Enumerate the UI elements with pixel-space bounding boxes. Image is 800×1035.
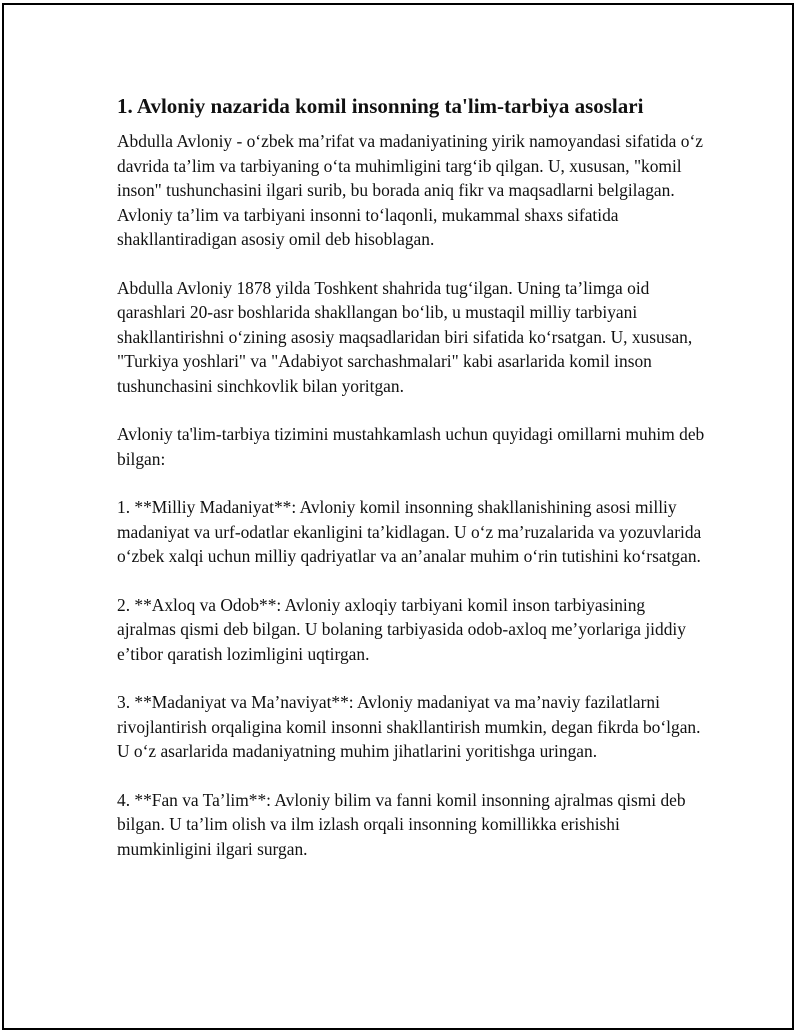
list-item-fan-talim: 4. **Fan va Ta’lim**: Avloniy bilim va fanni komil insonning ajralmas qismi deb bilgan. U ta’lim olish va ilm izlash orqali insonning komillikka erishishi mumkinligini ilgari surgan. xyxy=(117,789,686,859)
document-title: 1. Avloniy nazarida komil insonning ta'lim-tarbiya asoslari xyxy=(117,94,644,118)
list-item-axloq-odob: 2. **Axloq va Odob**: Avloniy axloqiy tarbiyani komil inson tarbiyasining ajralmas qismi deb bilgan. U bolaning tarbiyasida odob-axloq me’yorlariga jiddiy e’tibor qaratish lozimligini uqtirgan. xyxy=(117,594,686,664)
paragraph-intro: Abdulla Avloniy - o‘zbek ma’rifat va madaniyatining yirik namoyandasi sifatida o‘z davrida ta’lim va tarbiyaning o‘ta muhimligini targ‘ib qilgan. U, xususan, "komil inson" tushunchasini ilgari surib, bu borada aniq fikr va maqsadlarni belgilagan. Avloniy ta’lim va tarbiyani insonni to‘laqonli, mukammal shaxs sifatida shakllantiradigan asosiy omil deb hisoblagan. xyxy=(117,131,703,249)
paragraph-factors-intro: Avloniy ta'lim-tarbiya tizimini mustahkamlash uchun quyidagi omillarni muhim deb bilgan: xyxy=(117,424,705,469)
paragraph-biography: Abdulla Avloniy 1878 yilda Toshkent shahrida tug‘ilgan. Uning ta’limga oid qarashlari 20-asr boshlarida shakllangan bo‘lib, u mustaqil milliy tarbiyani shakllantirishni o‘zining asosiy maqsadlaridan biri sifatida ko‘rsatgan. U, xususan, "Turkiya yoshlari" va "Adabiyot sarchashmalari" kabi asarlarida komil inson tushunchasini sinchkovlik bilan yoritgan. xyxy=(117,277,693,396)
list-item-milliy-madaniyat: 1. **Milliy Madaniyat**: Avloniy komil insonning shakllanishining asosi milliy madaniyat va urf-odatlar ekanligini ta’kidlagan. U o‘z ma’ruzalarida va yozuvlarida o‘zbek xalqi uchun milliy qadriyatlar va an’analar muhim o‘rin tutishini ko‘rsatgan. xyxy=(117,497,702,566)
document-body xyxy=(117,92,707,885)
list-item-madaniyat-manaviyat: 3. **Madaniyat va Ma’naviyat**: Avloniy madaniyat va ma’naviy fazilatlarni rivojlantirish orqaligina komil insonni shakllantirish mumkin, degan fikrda bo‘lgan. U o‘z asarlarida madaniyatning muhim jihatlarini yoritishga uringan. xyxy=(117,692,701,761)
